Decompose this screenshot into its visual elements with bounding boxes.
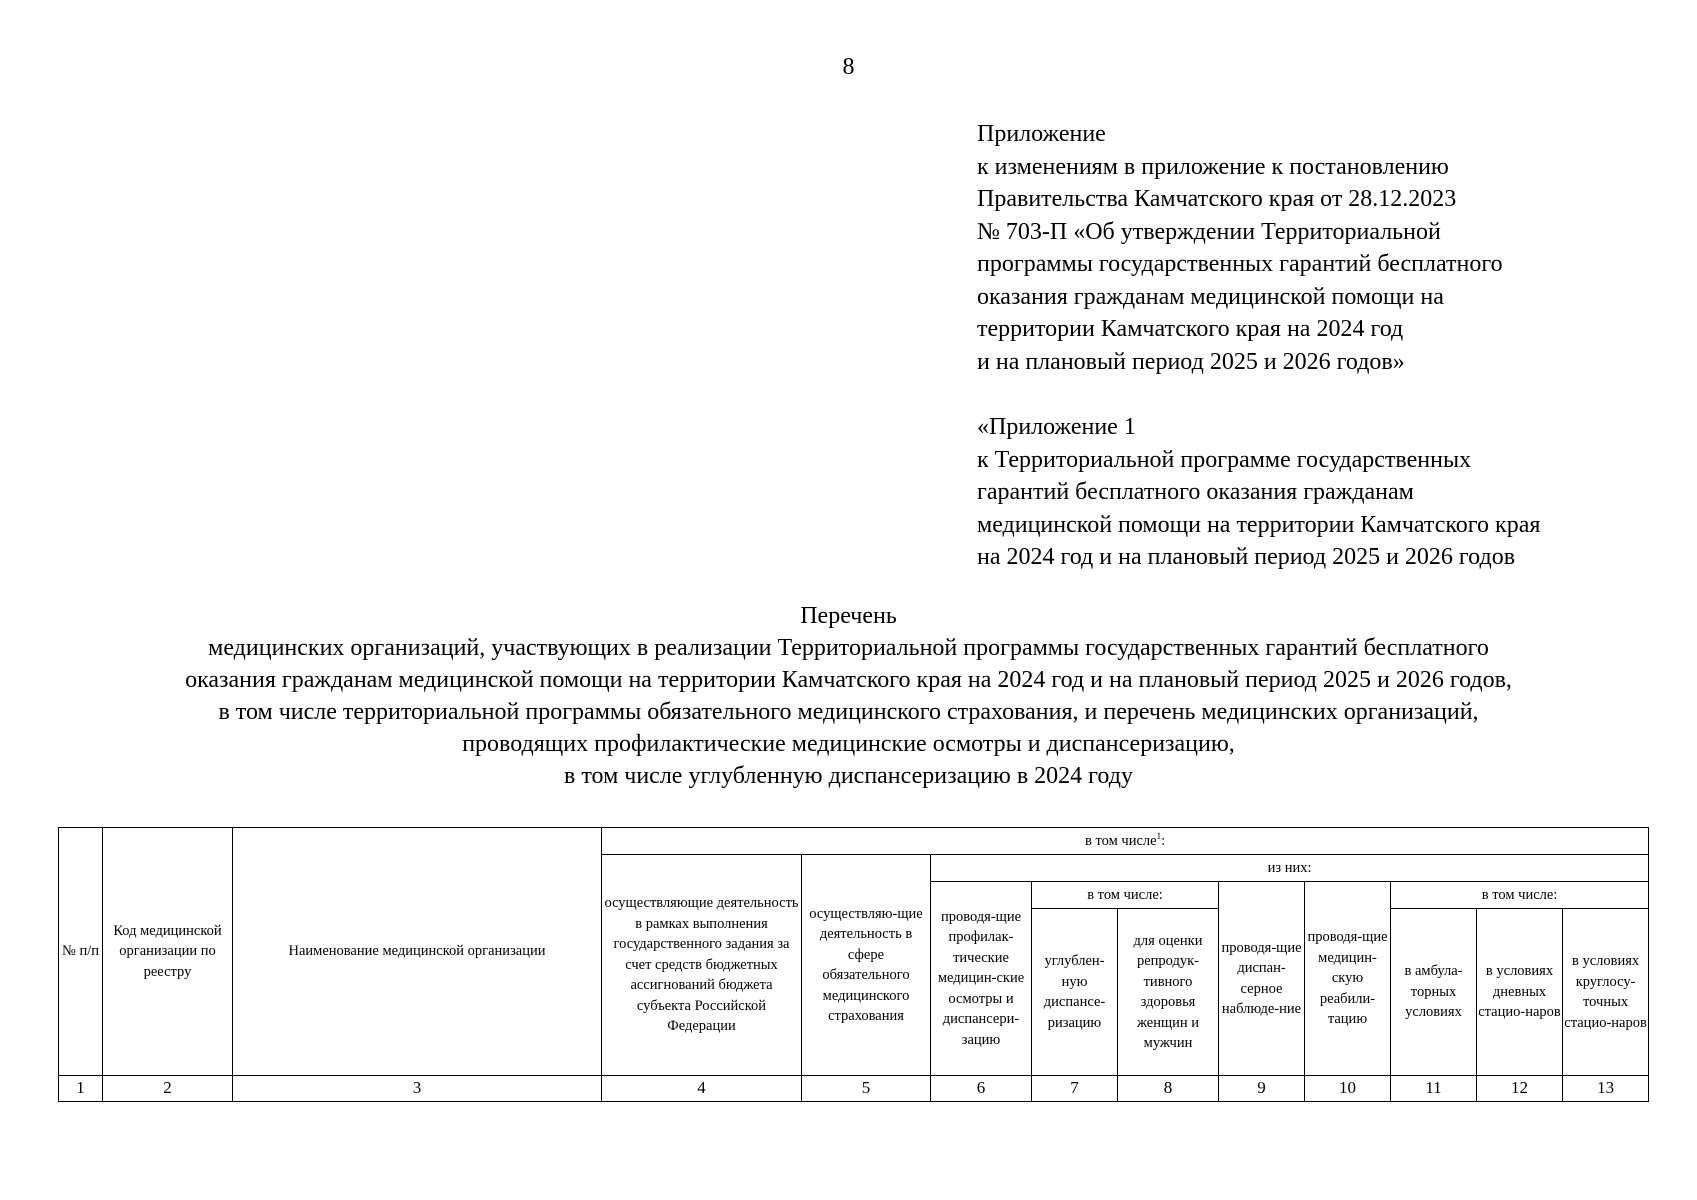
organizations-table — [58, 827, 1649, 1102]
header-deep: углублен-ную диспансе-ризацию — [1032, 909, 1118, 1076]
column-number: 7 — [1032, 1076, 1118, 1102]
column-number: 3 — [233, 1076, 602, 1102]
title-line: Перечень — [800, 603, 897, 629]
column-number: 12 — [1477, 1076, 1563, 1102]
column-number: 2 — [103, 1076, 233, 1102]
title-line: оказания гражданам медицинской помощи на территории Камчатского края на 2024 год и на плановый период 2025 и 2026 годов, — [185, 667, 1512, 693]
column-number: 4 — [602, 1076, 802, 1102]
header-name: Наименование медицинской организации — [233, 828, 602, 1076]
header-including-sub-2: в том числе: — [1391, 882, 1649, 909]
annex-header — [977, 118, 1677, 574]
annex-line: Приложение — [977, 121, 1106, 147]
header-including — [602, 828, 1649, 855]
footnote-marker: 1 — [1156, 830, 1162, 841]
appendix-line: к Территориальной программе государственных — [977, 446, 1472, 473]
header-disp: проводя-щие диспан-серное наблюде-ние — [1219, 882, 1305, 1076]
annex-line: территории Камчатского края на 2024 год — [977, 316, 1404, 342]
appendix-line: «Приложение 1 — [977, 414, 1136, 440]
header-prof: проводя-щие профилак-тические медицин-ские осмотры и диспансери-зацию — [931, 882, 1032, 1076]
annex-line: программы государственных гарантий бесплатного — [977, 251, 1503, 277]
title-line: проводящих профилактические медицинские осмотры и диспансеризацию, — [462, 731, 1235, 757]
annex-line: Правительства Камчатского края от 28.12.2023 — [977, 186, 1457, 212]
header-including-colon: : — [1161, 832, 1166, 849]
column-number: 8 — [1118, 1076, 1219, 1102]
header-day: в условиях дневных стацио-наров — [1477, 909, 1563, 1076]
header-repro: для оценки репродук-тивного здоровья женщин и мужчин — [1118, 909, 1219, 1076]
title-line: в том числе территориальной программы обязательного медицинского страхования, и перечень медицинских организаций, — [218, 699, 1479, 725]
column-number: 13 — [1563, 1076, 1649, 1102]
column-number: 11 — [1391, 1076, 1477, 1102]
header-rehab: проводя-щие медицин-скую реабили-тацию — [1305, 882, 1391, 1076]
document-title — [0, 600, 1697, 792]
column-number: 9 — [1219, 1076, 1305, 1102]
column-number: 1 — [59, 1076, 103, 1102]
header-no: № п/п — [59, 828, 103, 1076]
header-budget: осуществляющие деятельность в рамках выполнения государственного задания за счет средств бюджетных ассигнований бюджета субъекта Российской Федерации — [602, 855, 802, 1076]
appendix-line: медицинской помощи на территории Камчатского края — [977, 511, 1541, 538]
column-number: 6 — [931, 1076, 1032, 1102]
header-code: Код медицинской организации по реестру — [103, 828, 233, 1076]
header-including-sub: в том числе: — [1032, 882, 1219, 909]
column-number: 10 — [1305, 1076, 1391, 1102]
header-amb: в амбула-торных условиях — [1391, 909, 1477, 1076]
appendix-line: гарантий бесплатного оказания гражданам — [977, 479, 1414, 505]
annex-line: № 703-П «Об утверждении Территориальной — [977, 218, 1441, 245]
page-number: 8 — [842, 54, 855, 80]
annex-line: к изменениям в приложение к постановлению — [977, 153, 1449, 180]
title-line: в том числе углубленную диспансеризацию в 2024 году — [564, 763, 1133, 789]
title-line: медицинских организаций, участвующих в реализации Территориальной программы государственных гарантий бесплатного — [208, 635, 1489, 661]
header-round: в условиях круглосу-точных стацио-наров — [1563, 909, 1649, 1076]
annex-line: и на плановый период 2025 и 2026 годов» — [977, 348, 1405, 375]
annex-line: оказания гражданам медицинской помощи на — [977, 283, 1444, 310]
header-oms: осуществляю-щие деятельность в сфере обязательного медицинского страхования — [802, 855, 931, 1076]
header-of-them: из них: — [931, 855, 1649, 882]
appendix-line: на 2024 год и на плановый период 2025 и 2026 годов — [977, 544, 1516, 570]
header-including-text: в том числе — [1085, 832, 1157, 849]
column-number: 5 — [802, 1076, 931, 1102]
